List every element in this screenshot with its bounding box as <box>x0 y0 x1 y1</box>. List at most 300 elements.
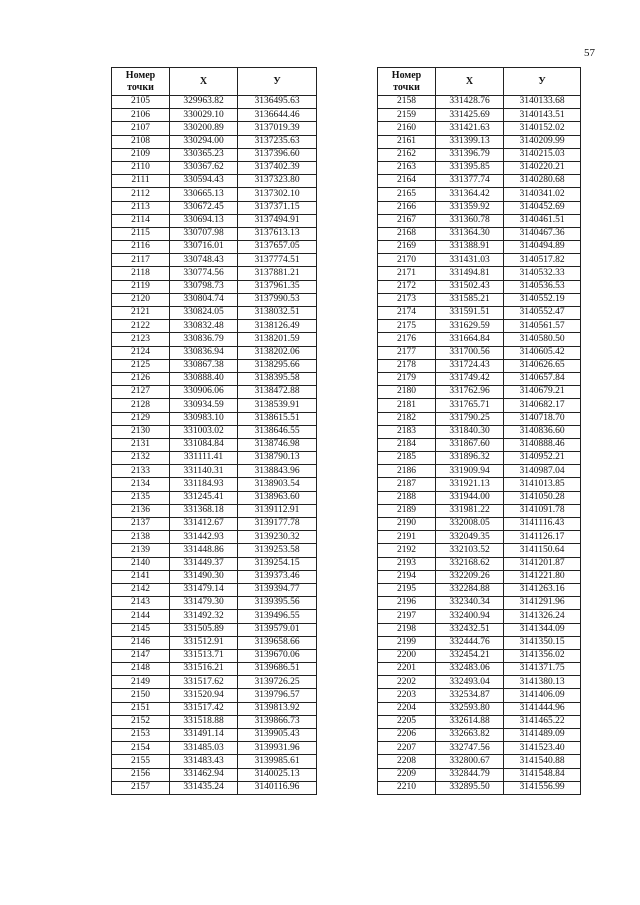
y-coordinate-cell: 3141150.64 <box>504 544 581 557</box>
table-row <box>378 135 581 148</box>
table-row <box>378 386 581 399</box>
y-coordinate-cell: 3138201.59 <box>238 333 317 346</box>
x-coordinate-cell: 331513.71 <box>170 649 238 662</box>
table-row <box>112 161 317 174</box>
point-number-cell: 2147 <box>112 649 170 662</box>
y-coordinate-cell: 3139394.77 <box>238 583 317 596</box>
point-number-cell: 2140 <box>112 557 170 570</box>
y-coordinate-cell: 3136495.63 <box>238 96 317 109</box>
x-coordinate-cell: 331512.91 <box>170 636 238 649</box>
y-coordinate-cell: 3138903.54 <box>238 478 317 491</box>
point-number-cell: 2109 <box>112 148 170 161</box>
point-number-cell: 2199 <box>378 636 436 649</box>
x-coordinate-cell: 332209.26 <box>436 570 504 583</box>
y-coordinate-cell: 3139670.06 <box>238 649 317 662</box>
point-number-cell: 2114 <box>112 214 170 227</box>
table-row <box>378 504 581 517</box>
x-coordinate-cell: 331421.63 <box>436 122 504 135</box>
x-coordinate-cell: 331396.79 <box>436 148 504 161</box>
point-number-cell: 2132 <box>112 452 170 465</box>
coordinates-table-left <box>111 67 317 795</box>
table-row <box>112 280 317 293</box>
y-coordinate-cell: 3138472.88 <box>238 386 317 399</box>
x-coordinate-cell: 331981.22 <box>436 504 504 517</box>
y-coordinate-cell: 3139254.15 <box>238 557 317 570</box>
point-number-cell: 2124 <box>112 346 170 359</box>
table-row <box>112 254 317 267</box>
table-row <box>378 148 581 161</box>
y-coordinate-cell: 3140532.33 <box>504 267 581 280</box>
table-row <box>378 254 581 267</box>
y-coordinate-cell: 3140605.42 <box>504 346 581 359</box>
x-coordinate-cell: 331909.94 <box>436 465 504 478</box>
point-number-cell: 2153 <box>112 729 170 742</box>
x-coordinate-cell: 329963.82 <box>170 96 238 109</box>
table-row <box>112 96 317 109</box>
y-coordinate-cell: 3137371.15 <box>238 201 317 214</box>
y-coordinate-cell: 3141356.02 <box>504 649 581 662</box>
table-row <box>112 267 317 280</box>
table-row <box>112 610 317 623</box>
y-coordinate-cell: 3139931.96 <box>238 742 317 755</box>
table-row <box>112 689 317 702</box>
x-coordinate-cell: 332284.88 <box>436 583 504 596</box>
table-row <box>112 518 317 531</box>
y-coordinate-cell: 3139985.61 <box>238 755 317 768</box>
point-number-cell: 2175 <box>378 320 436 333</box>
table-row <box>378 425 581 438</box>
y-coordinate-cell: 3141523.40 <box>504 742 581 755</box>
point-number-cell: 2168 <box>378 227 436 240</box>
x-coordinate-cell: 331245.41 <box>170 491 238 504</box>
page-number: 57 <box>584 47 595 59</box>
x-coordinate-cell: 330906.06 <box>170 386 238 399</box>
point-number-cell: 2191 <box>378 531 436 544</box>
table-row <box>112 649 317 662</box>
point-number-cell: 2160 <box>378 122 436 135</box>
point-number-cell: 2128 <box>112 399 170 412</box>
x-coordinate-cell: 330867.38 <box>170 359 238 372</box>
x-coordinate-cell: 331364.42 <box>436 188 504 201</box>
point-number-cell: 2141 <box>112 570 170 583</box>
x-coordinate-cell: 331518.88 <box>170 715 238 728</box>
y-coordinate-cell: 3140682.17 <box>504 399 581 412</box>
y-coordinate-cell: 3140133.68 <box>504 96 581 109</box>
x-coordinate-cell: 332432.51 <box>436 623 504 636</box>
x-coordinate-cell: 330824.05 <box>170 307 238 320</box>
table-row <box>378 399 581 412</box>
point-number-cell: 2196 <box>378 597 436 610</box>
table-row <box>378 649 581 662</box>
point-number-cell: 2185 <box>378 452 436 465</box>
point-number-cell: 2158 <box>378 96 436 109</box>
point-number-cell: 2156 <box>112 768 170 781</box>
point-number-cell: 2161 <box>378 135 436 148</box>
x-coordinate-cell: 331442.93 <box>170 531 238 544</box>
x-coordinate-cell: 331502.43 <box>436 280 504 293</box>
x-coordinate-cell: 331664.84 <box>436 333 504 346</box>
point-number-cell: 2178 <box>378 359 436 372</box>
table-row <box>378 214 581 227</box>
x-coordinate-cell: 331184.93 <box>170 478 238 491</box>
point-number-cell: 2210 <box>378 781 436 794</box>
y-coordinate-cell: 3141380.13 <box>504 676 581 689</box>
table-row <box>378 280 581 293</box>
point-number-cell: 2183 <box>378 425 436 438</box>
point-number-cell: 2207 <box>378 742 436 755</box>
y-coordinate-cell: 3137613.13 <box>238 227 317 240</box>
table-row <box>378 412 581 425</box>
header-x: X <box>436 68 504 96</box>
y-coordinate-cell: 3140657.84 <box>504 372 581 385</box>
x-coordinate-cell: 330665.13 <box>170 188 238 201</box>
y-coordinate-cell: 3140536.53 <box>504 280 581 293</box>
table-row <box>112 425 317 438</box>
x-coordinate-cell: 330716.01 <box>170 241 238 254</box>
point-number-cell: 2155 <box>112 755 170 768</box>
point-number-cell: 2150 <box>112 689 170 702</box>
x-coordinate-cell: 331360.78 <box>436 214 504 227</box>
table-row <box>378 109 581 122</box>
point-number-cell: 2137 <box>112 518 170 531</box>
point-number-cell: 2120 <box>112 293 170 306</box>
y-coordinate-cell: 3139905.43 <box>238 729 317 742</box>
point-number-cell: 2143 <box>112 597 170 610</box>
x-coordinate-cell: 332103.52 <box>436 544 504 557</box>
point-number-cell: 2162 <box>378 148 436 161</box>
y-coordinate-cell: 3138395.58 <box>238 372 317 385</box>
table-row <box>378 583 581 596</box>
y-coordinate-cell: 3138746.98 <box>238 438 317 451</box>
table-row <box>378 636 581 649</box>
x-coordinate-cell: 331479.30 <box>170 597 238 610</box>
y-coordinate-cell: 3141465.22 <box>504 715 581 728</box>
y-coordinate-cell: 3141291.96 <box>504 597 581 610</box>
y-coordinate-cell: 3140561.57 <box>504 320 581 333</box>
y-coordinate-cell: 3141263.16 <box>504 583 581 596</box>
y-coordinate-cell: 3137774.51 <box>238 254 317 267</box>
x-coordinate-cell: 331492.32 <box>170 610 238 623</box>
x-coordinate-cell: 331479.14 <box>170 583 238 596</box>
point-number-cell: 2118 <box>112 267 170 280</box>
x-coordinate-cell: 331364.30 <box>436 227 504 240</box>
y-coordinate-cell: 3137323.80 <box>238 175 317 188</box>
point-number-cell: 2203 <box>378 689 436 702</box>
table-row <box>378 465 581 478</box>
x-coordinate-cell: 331749.42 <box>436 372 504 385</box>
x-coordinate-cell: 330294.00 <box>170 135 238 148</box>
table-row <box>112 135 317 148</box>
y-coordinate-cell: 3138615.51 <box>238 412 317 425</box>
table-row <box>112 399 317 412</box>
y-coordinate-cell: 3140452.69 <box>504 201 581 214</box>
point-number-cell: 2108 <box>112 135 170 148</box>
point-number-cell: 2166 <box>378 201 436 214</box>
header-y: У <box>238 68 317 96</box>
x-coordinate-cell: 330365.23 <box>170 148 238 161</box>
table-row <box>378 781 581 794</box>
x-coordinate-cell: 331111.41 <box>170 452 238 465</box>
table-row <box>112 478 317 491</box>
x-coordinate-cell: 331629.59 <box>436 320 504 333</box>
y-coordinate-cell: 3140836.60 <box>504 425 581 438</box>
y-coordinate-cell: 3140552.19 <box>504 293 581 306</box>
y-coordinate-cell: 3138646.55 <box>238 425 317 438</box>
table-row <box>378 610 581 623</box>
point-number-cell: 2135 <box>112 491 170 504</box>
point-number-cell: 2174 <box>378 307 436 320</box>
header-point-number: Номер точки <box>112 68 170 96</box>
table-row <box>378 597 581 610</box>
table-row <box>112 333 317 346</box>
point-number-cell: 2164 <box>378 175 436 188</box>
table-row <box>112 438 317 451</box>
x-coordinate-cell: 331944.00 <box>436 491 504 504</box>
x-coordinate-cell: 331700.56 <box>436 346 504 359</box>
point-number-cell: 2170 <box>378 254 436 267</box>
x-coordinate-cell: 331765.71 <box>436 399 504 412</box>
y-coordinate-cell: 3141548.84 <box>504 768 581 781</box>
x-coordinate-cell: 332340.34 <box>436 597 504 610</box>
point-number-cell: 2130 <box>112 425 170 438</box>
point-number-cell: 2176 <box>378 333 436 346</box>
x-coordinate-cell: 331428.76 <box>436 96 504 109</box>
y-coordinate-cell: 3141050.28 <box>504 491 581 504</box>
y-coordinate-cell: 3137881.21 <box>238 267 317 280</box>
x-coordinate-cell: 331724.43 <box>436 359 504 372</box>
table-row <box>112 359 317 372</box>
x-coordinate-cell: 331449.37 <box>170 557 238 570</box>
point-number-cell: 2180 <box>378 386 436 399</box>
y-coordinate-cell: 3138032.51 <box>238 307 317 320</box>
y-coordinate-cell: 3139112.91 <box>238 504 317 517</box>
point-number-cell: 2197 <box>378 610 436 623</box>
table-row <box>112 214 317 227</box>
x-coordinate-cell: 332593.80 <box>436 702 504 715</box>
y-coordinate-cell: 3140341.02 <box>504 188 581 201</box>
point-number-cell: 2209 <box>378 768 436 781</box>
y-coordinate-cell: 3138539.91 <box>238 399 317 412</box>
table-row <box>378 188 581 201</box>
x-coordinate-cell: 331431.03 <box>436 254 504 267</box>
y-coordinate-cell: 3141406.09 <box>504 689 581 702</box>
point-number-cell: 2171 <box>378 267 436 280</box>
y-coordinate-cell: 3141556.99 <box>504 781 581 794</box>
point-number-cell: 2192 <box>378 544 436 557</box>
point-number-cell: 2159 <box>378 109 436 122</box>
table-row <box>112 188 317 201</box>
y-coordinate-cell: 3137235.63 <box>238 135 317 148</box>
table-row <box>112 504 317 517</box>
table-row <box>112 122 317 135</box>
y-coordinate-cell: 3140025.13 <box>238 768 317 781</box>
y-coordinate-cell: 3141344.09 <box>504 623 581 636</box>
y-coordinate-cell: 3140143.51 <box>504 109 581 122</box>
point-number-cell: 2106 <box>112 109 170 122</box>
x-coordinate-cell: 331921.13 <box>436 478 504 491</box>
x-coordinate-cell: 330707.98 <box>170 227 238 240</box>
point-number-cell: 2111 <box>112 175 170 188</box>
point-number-cell: 2179 <box>378 372 436 385</box>
x-coordinate-cell: 331003.02 <box>170 425 238 438</box>
table-row <box>378 438 581 451</box>
y-coordinate-cell: 3140467.36 <box>504 227 581 240</box>
y-coordinate-cell: 3140220.21 <box>504 161 581 174</box>
table-row <box>112 583 317 596</box>
y-coordinate-cell: 3140152.02 <box>504 122 581 135</box>
y-coordinate-cell: 3138295.66 <box>238 359 317 372</box>
y-coordinate-cell: 3140517.82 <box>504 254 581 267</box>
x-coordinate-cell: 331516.21 <box>170 663 238 676</box>
x-coordinate-cell: 332400.94 <box>436 610 504 623</box>
x-coordinate-cell: 332493.04 <box>436 676 504 689</box>
table-row <box>378 702 581 715</box>
y-coordinate-cell: 3137494.91 <box>238 214 317 227</box>
x-coordinate-cell: 330804.74 <box>170 293 238 306</box>
table-row <box>112 755 317 768</box>
table-row <box>112 491 317 504</box>
x-coordinate-cell: 331896.32 <box>436 452 504 465</box>
point-number-cell: 2188 <box>378 491 436 504</box>
table-row <box>112 412 317 425</box>
y-coordinate-cell: 3139395.56 <box>238 597 317 610</box>
x-coordinate-cell: 331790.25 <box>436 412 504 425</box>
table-row <box>112 293 317 306</box>
table-row <box>112 702 317 715</box>
point-number-cell: 2138 <box>112 531 170 544</box>
point-number-cell: 2163 <box>378 161 436 174</box>
point-number-cell: 2126 <box>112 372 170 385</box>
x-coordinate-cell: 331359.92 <box>436 201 504 214</box>
x-coordinate-cell: 330748.43 <box>170 254 238 267</box>
point-number-cell: 2144 <box>112 610 170 623</box>
x-coordinate-cell: 330888.40 <box>170 372 238 385</box>
table-row <box>378 293 581 306</box>
x-coordinate-cell: 332168.62 <box>436 557 504 570</box>
x-coordinate-cell: 331462.94 <box>170 768 238 781</box>
y-coordinate-cell: 3140215.03 <box>504 148 581 161</box>
point-number-cell: 2127 <box>112 386 170 399</box>
x-coordinate-cell: 331368.18 <box>170 504 238 517</box>
x-coordinate-cell: 331425.69 <box>436 109 504 122</box>
table-row <box>378 570 581 583</box>
point-number-cell: 2113 <box>112 201 170 214</box>
x-coordinate-cell: 331377.74 <box>436 175 504 188</box>
point-number-cell: 2187 <box>378 478 436 491</box>
point-number-cell: 2105 <box>112 96 170 109</box>
point-number-cell: 2123 <box>112 333 170 346</box>
x-coordinate-cell: 332444.76 <box>436 636 504 649</box>
x-coordinate-cell: 331399.13 <box>436 135 504 148</box>
x-coordinate-cell: 331490.30 <box>170 570 238 583</box>
y-coordinate-cell: 3137657.05 <box>238 241 317 254</box>
point-number-cell: 2169 <box>378 241 436 254</box>
table-row <box>378 768 581 781</box>
table-row <box>378 227 581 240</box>
point-number-cell: 2208 <box>378 755 436 768</box>
x-coordinate-cell: 330694.13 <box>170 214 238 227</box>
y-coordinate-cell: 3141091.78 <box>504 504 581 517</box>
point-number-cell: 2181 <box>378 399 436 412</box>
y-coordinate-cell: 3141350.15 <box>504 636 581 649</box>
table-row <box>112 372 317 385</box>
x-coordinate-cell: 332483.06 <box>436 663 504 676</box>
table-row <box>112 636 317 649</box>
coordinates-table-right <box>377 67 581 795</box>
table-header-row <box>112 68 317 96</box>
point-number-cell: 2157 <box>112 781 170 794</box>
y-coordinate-cell: 3141013.85 <box>504 478 581 491</box>
point-number-cell: 2198 <box>378 623 436 636</box>
point-number-cell: 2193 <box>378 557 436 570</box>
y-coordinate-cell: 3140494.89 <box>504 241 581 254</box>
y-coordinate-cell: 3139230.32 <box>238 531 317 544</box>
table-row <box>378 175 581 188</box>
table-row <box>112 729 317 742</box>
table-row <box>378 689 581 702</box>
point-number-cell: 2152 <box>112 715 170 728</box>
point-number-cell: 2148 <box>112 663 170 676</box>
point-number-cell: 2201 <box>378 663 436 676</box>
x-coordinate-cell: 332534.87 <box>436 689 504 702</box>
y-coordinate-cell: 3140952.21 <box>504 452 581 465</box>
x-coordinate-cell: 332747.56 <box>436 742 504 755</box>
x-coordinate-cell: 330367.62 <box>170 161 238 174</box>
point-number-cell: 2119 <box>112 280 170 293</box>
y-coordinate-cell: 3141444.96 <box>504 702 581 715</box>
table-row <box>112 227 317 240</box>
x-coordinate-cell: 332454.21 <box>436 649 504 662</box>
table-row <box>378 715 581 728</box>
point-number-cell: 2117 <box>112 254 170 267</box>
point-number-cell: 2204 <box>378 702 436 715</box>
y-coordinate-cell: 3140626.65 <box>504 359 581 372</box>
x-coordinate-cell: 330594.43 <box>170 175 238 188</box>
x-coordinate-cell: 332844.79 <box>436 768 504 781</box>
x-coordinate-cell: 330832.48 <box>170 320 238 333</box>
x-coordinate-cell: 331395.85 <box>436 161 504 174</box>
table-row <box>378 241 581 254</box>
x-coordinate-cell: 331505.89 <box>170 623 238 636</box>
x-coordinate-cell: 330029.10 <box>170 109 238 122</box>
y-coordinate-cell: 3139866.73 <box>238 715 317 728</box>
point-number-cell: 2136 <box>112 504 170 517</box>
x-coordinate-cell: 330836.94 <box>170 346 238 359</box>
table-row <box>378 267 581 280</box>
y-coordinate-cell: 3139726.25 <box>238 676 317 689</box>
point-number-cell: 2145 <box>112 623 170 636</box>
x-coordinate-cell: 331517.42 <box>170 702 238 715</box>
x-coordinate-cell: 331084.84 <box>170 438 238 451</box>
x-coordinate-cell: 331494.81 <box>436 267 504 280</box>
table-row <box>112 175 317 188</box>
x-coordinate-cell: 331840.30 <box>436 425 504 438</box>
x-coordinate-cell: 331585.21 <box>436 293 504 306</box>
point-number-cell: 2177 <box>378 346 436 359</box>
table-row <box>378 729 581 742</box>
point-number-cell: 2121 <box>112 307 170 320</box>
table-row <box>378 122 581 135</box>
table-row <box>112 346 317 359</box>
y-coordinate-cell: 3141221.80 <box>504 570 581 583</box>
table-row <box>112 201 317 214</box>
y-coordinate-cell: 3140888.46 <box>504 438 581 451</box>
table-row <box>378 623 581 636</box>
table-row <box>378 372 581 385</box>
table-row <box>112 676 317 689</box>
table-row <box>378 333 581 346</box>
point-number-cell: 2154 <box>112 742 170 755</box>
